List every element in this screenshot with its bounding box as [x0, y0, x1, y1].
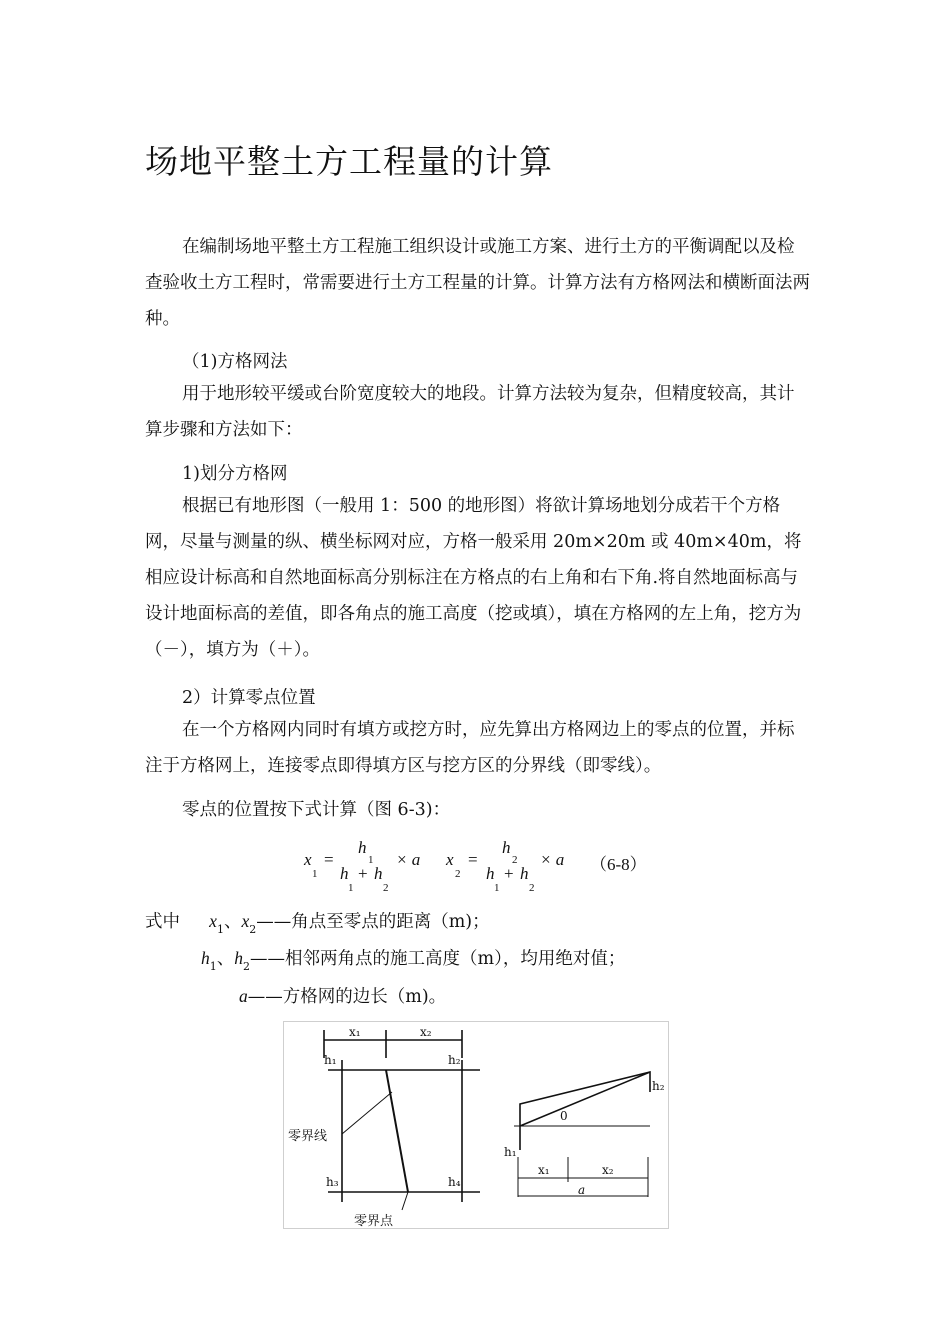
legend-h2-var: h: [234, 948, 243, 968]
page-title: 场地平整土方工程量的计算: [145, 142, 553, 181]
label-x2-right: x₂: [602, 1163, 614, 1177]
zero-point-paragraph: 在一个方格网内同时有填方或挖方时，应先算出方格网边上的零点的位置，并标注于方格网上，连接零点即得填方区与挖方区的分界线（即零线）。: [145, 720, 795, 776]
formula-x2-var: x: [446, 850, 454, 869]
formula-num-sub: 1: [368, 854, 374, 866]
zero-line: [386, 1070, 408, 1192]
legend-h2-sub: 2: [243, 960, 250, 973]
formula-x2-sub: 2: [455, 868, 461, 880]
formula-eq-2: =: [468, 850, 478, 869]
legend-a-text: ——方格网的边长（m)。: [247, 987, 447, 1007]
label-h3: h₃: [326, 1175, 339, 1189]
formula-den2-h1: h: [486, 864, 495, 883]
label-h2: h₂: [448, 1053, 461, 1067]
label-zero-point: 零界点: [354, 1214, 394, 1228]
formula-den2-sub2: 2: [529, 882, 535, 894]
label-a: a: [578, 1183, 586, 1197]
formula-den2-h2: h: [520, 864, 529, 883]
label-zero-line: 零界线: [288, 1129, 328, 1144]
legend-x1-var: x: [209, 911, 217, 931]
legend-line-h: [201, 945, 626, 973]
formula-num2-h: h: [502, 838, 511, 857]
formula-den2-plus: +: [504, 864, 514, 883]
formula-x1-sub: 1: [312, 868, 318, 880]
step-heading-zero-point: 2）计算零点位置: [182, 688, 316, 708]
formula-times-a-1: × a: [396, 850, 421, 869]
label-h1: h₁: [324, 1053, 337, 1067]
formula-den-plus: +: [358, 864, 368, 883]
formula-intro: 零点的位置按下式计算（图 6-3)：: [182, 800, 451, 820]
formula-den-sub2: 2: [383, 882, 389, 894]
legend-x2-sub: 2: [249, 923, 257, 936]
legend-sep-1: 、: [223, 912, 242, 932]
label-zero: 0: [560, 1109, 568, 1123]
legend-x2-var: x: [241, 911, 250, 931]
zero-line-leader: [342, 1092, 392, 1134]
formula-x1-var: x: [304, 850, 312, 869]
formula-den2-sub1: 1: [494, 882, 500, 894]
step-heading-divide-grid: 1)划分方格网: [182, 464, 288, 484]
formula-num2-sub: 2: [512, 854, 518, 866]
legend-prefix: 式中: [145, 912, 180, 932]
label-x1-right: x₁: [538, 1163, 550, 1177]
legend-line-a: [239, 983, 446, 1008]
label-x1: x₁: [349, 1025, 361, 1039]
figure-svg: [284, 1022, 668, 1228]
legend-h-text: ——相邻两角点的施工高度（m），均用绝对值；: [250, 949, 626, 969]
label-h2-right: h₂: [652, 1079, 665, 1093]
formula-den-h2: h: [374, 864, 383, 883]
legend-x1-sub: 1: [216, 923, 224, 936]
label-h4: h₄: [448, 1175, 461, 1189]
formula-eq-1: =: [324, 850, 334, 869]
legend-sep-2: 、: [216, 949, 235, 969]
legend-a-var: a: [239, 986, 248, 1006]
legend-x-text: ——角点至零点的距离（m)；: [256, 912, 490, 932]
zero-point-formula: [290, 830, 670, 898]
legend-line-x: [145, 908, 490, 936]
section-heading-grid-method: （1)方格网法: [182, 352, 288, 372]
legend-h1-var: h: [201, 948, 210, 968]
formula-den-sub1: 1: [348, 882, 354, 894]
formula-den-h1: h: [340, 864, 349, 883]
formula-num-h: h: [358, 838, 367, 857]
intro-paragraph: 在编制场地平整土方工程施工组织设计或施工方案、进行土方的平衡调配以及检查验收土方工程时，常需要进行土方工程量的计算。计算方法有方格网法和横断面法两种。: [145, 237, 810, 329]
grid-method-paragraph: 用于地形较平缓或台阶宽度较大的地段。计算方法较为复杂，但精度较高，其计算步骤和方法如下：: [145, 384, 795, 440]
legend-h1-sub: 1: [209, 960, 217, 973]
label-x2: x₂: [420, 1025, 432, 1039]
formula-times-a-2: × a: [540, 850, 565, 869]
divide-grid-paragraph: 根据已有地形图（一般用 1：500 的地形图）将欲计算场地划分成若干个方格网，尽量与测量的纵、横坐标网对应，方格一般采用 20m×20m 或 40m×40m，将相应设计标高和自然地面标高分别标注在方格点的右上角和右下角.将自然地面标高与设计地面标高的差值，即各角点的施工高度（挖或填），填在方格网的左上角，挖方为（－），填方为（＋）。: [145, 496, 802, 660]
label-h1-right: h₁: [504, 1145, 517, 1159]
figure-zero-point-diagram: [283, 1021, 669, 1229]
zero-point-leader: [402, 1192, 408, 1210]
formula-number: （6-8）: [590, 855, 647, 874]
